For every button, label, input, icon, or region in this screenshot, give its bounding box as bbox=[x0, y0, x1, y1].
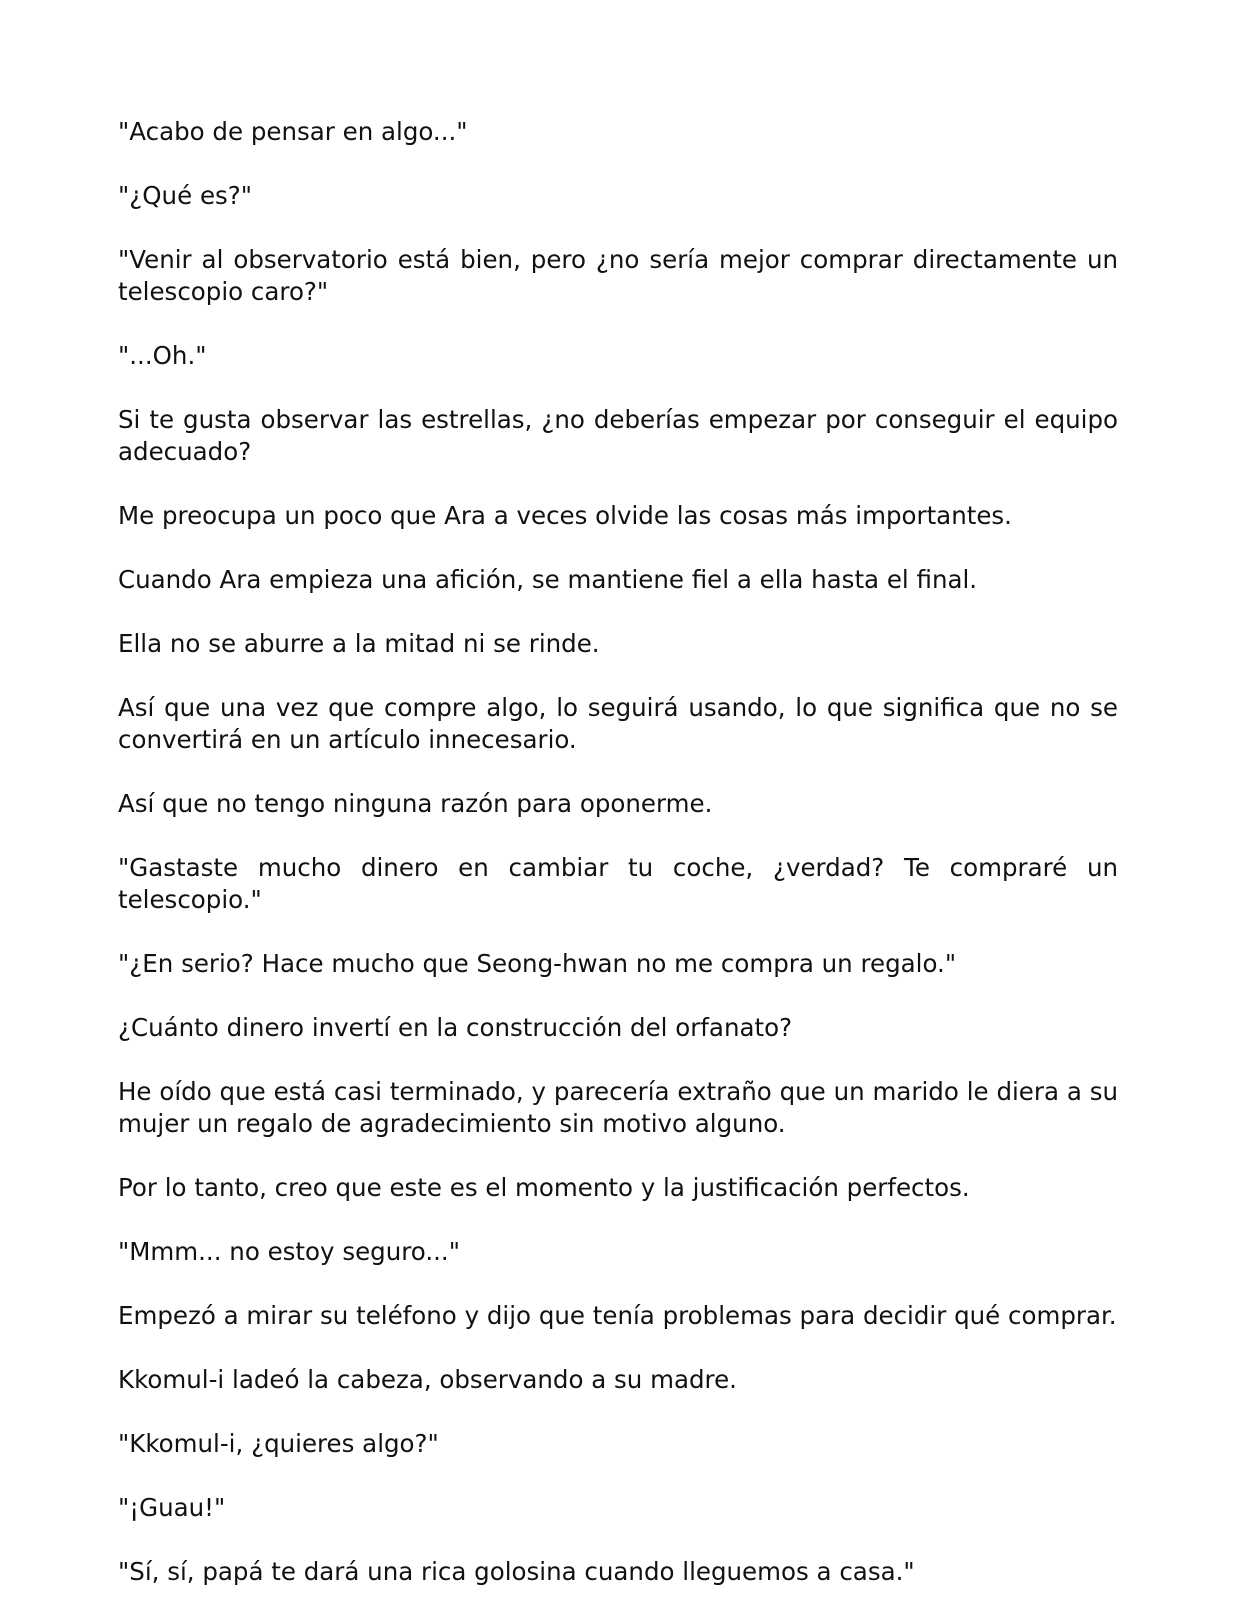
paragraph: Ella no se aburre a la mitad ni se rinde. bbox=[118, 629, 600, 658]
paragraph: "Gastaste mucho dinero en cambiar tu coche, ¿verdad? Te compraré un telescopio." bbox=[118, 853, 1118, 914]
paragraph: Por lo tanto, creo que este es el momento y la justificación perfectos. bbox=[118, 1173, 970, 1202]
paragraph: ¿Cuánto dinero invertí en la construcción del orfanato? bbox=[118, 1013, 793, 1042]
paragraph: "Sí, sí, papá te dará una rica golosina cuando lleguemos a casa." bbox=[118, 1557, 915, 1586]
paragraph: "Acabo de pensar en algo..." bbox=[118, 117, 468, 146]
paragraph: "¡Guau!" bbox=[118, 1493, 226, 1522]
document-body bbox=[118, 116, 1118, 1620]
paragraph: Cuando Ara empieza una afición, se mantiene fiel a ella hasta el final. bbox=[118, 565, 978, 594]
paragraph: "¿Qué es?" bbox=[118, 181, 253, 210]
paragraph: He oído que está casi terminado, y parecería extraño que un marido le diera a su mujer un regalo de agradecimiento sin motivo alguno. bbox=[118, 1077, 1118, 1138]
paragraph: Así que una vez que compre algo, lo seguirá usando, lo que significa que no se convertirá en un artículo innecesario. bbox=[118, 693, 1118, 754]
paragraph: Me preocupa un poco que Ara a veces olvide las cosas más importantes. bbox=[118, 501, 1012, 530]
paragraph: Así que no tengo ninguna razón para oponerme. bbox=[118, 789, 713, 818]
paragraph: "¿En serio? Hace mucho que Seong-hwan no me compra un regalo." bbox=[118, 949, 957, 978]
paragraph: "Kkomul-i, ¿quieres algo?" bbox=[118, 1429, 439, 1458]
paragraph: Si te gusta observar las estrellas, ¿no deberías empezar por conseguir el equipo adecuado? bbox=[118, 405, 1118, 466]
paragraph: "Venir al observatorio está bien, pero ¿no sería mejor comprar directamente un telescopio caro?" bbox=[118, 245, 1118, 306]
paragraph: "Mmm... no estoy seguro..." bbox=[118, 1237, 460, 1266]
paragraph: Kkomul-i ladeó la cabeza, observando a su madre. bbox=[118, 1365, 737, 1394]
paragraph: Empezó a mirar su teléfono y dijo que tenía problemas para decidir qué comprar. bbox=[118, 1301, 1117, 1330]
paragraph: "...Oh." bbox=[118, 341, 207, 370]
